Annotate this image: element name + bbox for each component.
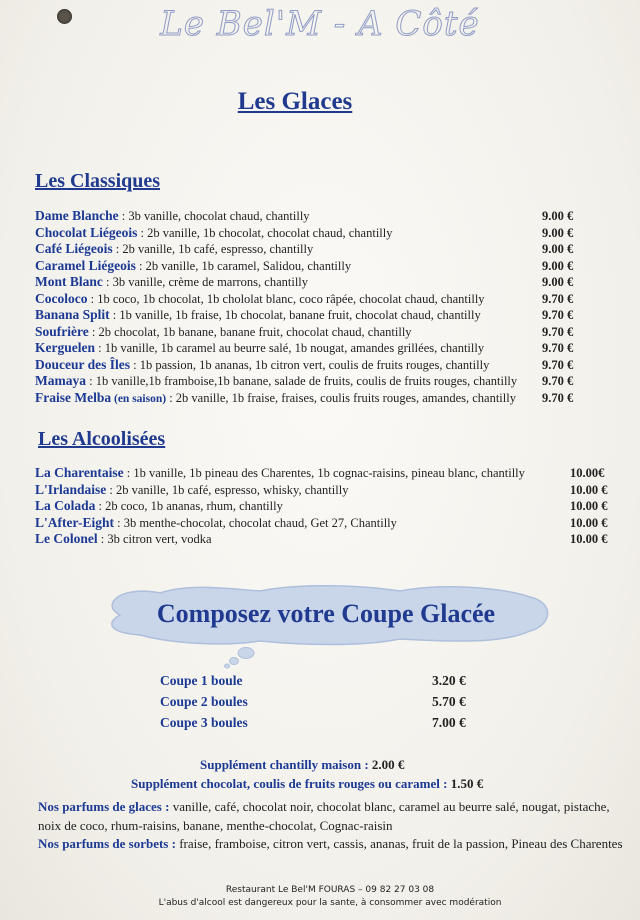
supplement-price: 1.50 € — [450, 776, 484, 791]
coupe-row-1 — [160, 673, 480, 693]
menu-item-description: : 3b citron vert, vodka — [97, 532, 212, 546]
menu-item-description: : 2b vanille, 1b café, espresso, chantilly — [112, 242, 314, 256]
menu-item-name: Douceur des Îles — [35, 356, 131, 372]
menu-item — [35, 531, 608, 548]
restaurant-brand: Le Bel'M - A Côté — [160, 4, 480, 44]
menu-item — [35, 225, 595, 242]
footer-warning: L'abus d'alcool est dangereux pour la sante, à consommer avec modération — [158, 898, 502, 908]
menu-item-description: : 2b coco, 1b ananas, rhum, chantilly — [95, 499, 283, 513]
menu-item-name: Soufrière — [35, 323, 89, 339]
menu-item-name: Le Colonel — [35, 531, 98, 546]
menu-item-price: 9.70 € — [542, 374, 574, 388]
menu-item — [35, 324, 595, 341]
menu-item-price: 10.00 € — [570, 499, 608, 513]
menu-item-name: L'Irlandaise — [35, 481, 107, 497]
supplement-price: 2.00 € — [371, 757, 405, 772]
composez-heading: Composez votre Coupe Glacée — [156, 599, 496, 628]
parfums-glaces-list: vanille, café, chocolat noir, chocolat blanc, caramel au beurre salé, nougat, pistache, noix de coco, rhum-raisins, banane, menthe-chocolat, Cognac-raisin — [38, 799, 610, 833]
menu-item-price: 9.70 € — [542, 341, 574, 355]
menu-item-description: : 3b vanille, crème de marrons, chantilly — [102, 275, 309, 289]
menu-item-price: 10.00€ — [570, 466, 605, 480]
menu-item — [35, 241, 595, 258]
menu-item — [35, 357, 595, 374]
menu-item-name: Fraise Melba — [35, 389, 112, 405]
coupe-price: 7.00 € — [432, 715, 466, 730]
page-title: Les Glaces — [237, 88, 353, 115]
menu-item-description: : 1b passion, 1b ananas, 1b citron vert, coulis de fruits rouges, chantilly — [130, 357, 490, 372]
composez-cloud — [100, 585, 552, 647]
menu-item — [35, 307, 595, 324]
cloud-bubbles — [222, 645, 256, 669]
menu-item-description: : 1b vanille,1b framboise,1b banane, salade de fruits, coulis de fruits rouges, chantilly — [86, 374, 518, 388]
menu-item-note: (en saison) — [111, 392, 167, 405]
menu-item-price: 9.00 € — [542, 225, 574, 240]
menu-item-price: 9.70 € — [542, 390, 574, 405]
menu-item-description: : 1b coco, 1b chocolat, 1b chololat blanc, coco râpée, chocolat chaud, chantilly — [87, 291, 485, 306]
menu-item — [35, 291, 595, 308]
menu-item-name: Chocolat Liégeois — [35, 224, 138, 240]
menu-item-price: 9.00 € — [542, 275, 574, 289]
menu-item — [35, 208, 595, 225]
menu-item-description: : 3b vanille, chocolat chaud, chantilly — [118, 209, 310, 223]
section-title-alcoolisees: Les Alcoolisées — [38, 428, 166, 450]
parfums-sorbets — [38, 835, 623, 854]
menu-item-description: : 3b menthe-chocolat, chocolat chaud, Get 27, Chantilly — [113, 515, 397, 530]
alcoolisees-list — [35, 465, 608, 548]
menu-item-name: La Charentaise — [35, 465, 124, 480]
menu-item-price: 9.70 € — [542, 291, 574, 306]
supplement-label: Supplément chocolat, coulis de fruits rouges ou caramel : — [131, 776, 451, 791]
menu-item-price: 9.00 € — [542, 209, 574, 223]
menu-item — [35, 390, 595, 407]
menu-item-name: Caramel Liégeois — [35, 257, 136, 273]
menu-item-name: La Colada — [35, 498, 96, 513]
menu-item-price: 9.00 € — [542, 242, 574, 256]
menu-item — [35, 373, 595, 390]
menu-item-name: Mont Blanc — [35, 274, 103, 289]
menu-item-name: Banana Split — [35, 307, 110, 322]
menu-item-price: 9.70 € — [542, 357, 574, 372]
supplement-label: Supplément chantilly maison : — [200, 757, 372, 772]
menu-item — [35, 258, 595, 275]
menu-item-description: : 2b vanille, 1b café, espresso, whisky, chantilly — [106, 482, 349, 497]
coupe-label: Coupe 2 boules — [160, 694, 248, 709]
classiques-list — [35, 208, 595, 406]
menu-item-name: Kerguelen — [35, 340, 95, 355]
menu-item-price: 10.00 € — [570, 532, 608, 546]
menu-item-description: : 2b chocolat, 1b banane, banane fruit, chocolat chaud, chantilly — [88, 324, 412, 339]
menu-item — [35, 274, 595, 291]
menu-item — [35, 465, 605, 482]
section-title-classiques: Les Classiques — [35, 170, 161, 192]
menu-item-name: Mamaya — [35, 373, 86, 388]
menu-item-description: : 1b vanille, 1b fraise, 1b chocolat, banane fruit, chocolat chaud, chantilly — [109, 308, 481, 322]
coupe-label: Coupe 3 boules — [160, 715, 248, 730]
menu-item-description: : 2b vanille, 1b chocolat, chocolat chaud, chantilly — [137, 225, 393, 240]
menu-item-price: 9.70 € — [542, 308, 574, 322]
menu-item-price: 10.00 € — [570, 482, 608, 497]
coupe-price: 5.70 € — [432, 694, 466, 709]
coupe-row-2 — [160, 694, 480, 714]
parfums-sorbets-label: Nos parfums de sorbets : — [38, 836, 176, 851]
menu-item — [35, 481, 608, 499]
menu-item-description: : 1b vanille, 1b pineau des Charentes, 1b cognac-raisins, pineau blanc, chantilly — [123, 466, 525, 480]
supplement-chantilly — [200, 757, 404, 773]
coupe-price: 3.20 € — [432, 673, 466, 688]
parfums-glaces-label: Nos parfums de glaces : — [38, 799, 170, 814]
footer-contact: Restaurant Le Bel'M FOURAS – 09 82 27 03 08 — [225, 885, 435, 895]
menu-item — [35, 498, 608, 515]
menu-item-description: : 1b vanille, 1b caramel au beurre salé, 1b nougat, amandes grillées, chantilly — [95, 341, 485, 355]
menu-item-name: L'After-Eight — [35, 514, 114, 530]
menu-item-price: 10.00 € — [570, 515, 608, 530]
menu-item-name: Cocoloco — [35, 290, 88, 306]
parfums-glaces — [38, 798, 623, 835]
parfums-sorbets-list: fraise, framboise, citron vert, cassis, ananas, fruit de la passion, Pineau des Charentes — [175, 836, 623, 851]
menu-item-description: : 2b vanille, 1b caramel, Salidou, chantilly — [135, 258, 352, 273]
coupe-label: Coupe 1 boule — [160, 673, 243, 688]
supplement-chocolat — [131, 776, 483, 792]
menu-item-name: Dame Blanche — [35, 208, 119, 223]
menu-item-description: : 2b vanille, 1b fraise, fraises, coulis fruits rouges, amandes, chantilly — [166, 390, 516, 405]
menu-item-price: 9.00 € — [542, 258, 574, 273]
menu-item — [35, 514, 608, 532]
menu-item — [35, 340, 595, 357]
menu-item-name: Café Liégeois — [35, 241, 113, 256]
menu-item-price: 9.70 € — [542, 324, 574, 339]
coupe-row-3 — [160, 715, 480, 735]
